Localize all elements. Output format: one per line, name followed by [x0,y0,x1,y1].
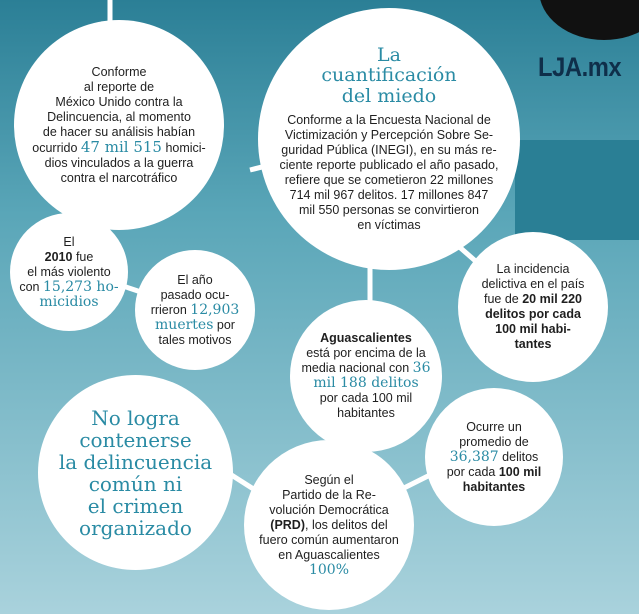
incidence-bubble [458,232,608,382]
text-line: por [213,317,235,332]
text-line: Partido de la Re- [282,487,376,502]
aguascalientes-bubble [290,300,442,452]
text-line: al reporte de [83,79,155,94]
text-line: tales motivos [158,332,232,347]
headline-line: común ni [88,471,183,496]
text-line: el más violento [27,264,111,279]
text-line: México Unido contra la [55,94,183,109]
crimes-number: mil 188 delitos [313,375,419,391]
report-bubble [14,20,224,230]
headline-bubble [38,375,233,570]
site-logo: LJA.mx [538,52,622,82]
state-name: Aguascalientes [320,331,412,345]
average-number: 36,387 [449,448,499,465]
headline-line: el crimen [87,493,184,518]
text-line: fue de [484,292,523,306]
section-title: La [377,44,401,66]
fear-bubble [258,8,520,270]
text-line: El [63,234,75,249]
text-line: promedio de [459,434,529,449]
text-line: contra el narcotráfico [60,170,178,185]
text-line: en Aguascalientes [278,547,380,562]
text-line: Según el [304,472,354,487]
year-2010-bubble [10,213,128,331]
text-line: en víctimas [357,218,421,232]
text-line: habitantes [337,406,395,420]
homicides-count: 15,273 ho- [43,278,119,295]
text-line: Conforme a la Encuesta Nacional de [287,113,491,127]
text-line: Conforme [91,64,147,79]
text-line: está por encima de la [306,346,426,360]
text-line: por cada [446,464,499,479]
increase-percent: 100% [308,561,349,578]
text-line: 100 mil habi- [495,322,571,336]
crimes-number: 36 [412,360,431,376]
section-title: cuantificación [321,64,457,86]
text-line: micidios [39,293,99,310]
text-line: habitantes [462,479,526,494]
text-line: pasado ocu- [160,287,230,302]
headline-line: la delincuencia [58,449,213,474]
headline-line: organizado [79,515,192,540]
text-line: El año [177,272,213,287]
text-line: tantes [514,337,552,351]
last-year-bubble [135,250,255,370]
headline-line: No logra [91,405,180,430]
text-line: con [19,279,43,294]
text-line: ciente reporte publicado el año pasado, [279,158,499,172]
text-line: ocurrido [32,140,81,155]
text-line: media nacional con [301,361,413,375]
text-line: delictiva en el país [481,277,585,291]
prd-bubble [244,440,414,610]
text-line: refiere que se cometieron 22 millones [284,173,494,187]
text-line: Delincuencia, al momento [47,109,191,124]
headline-line: contenerse [79,427,192,452]
average-bubble [425,388,563,526]
text-line: guridad Pública (INEGI), en su más re- [281,143,497,157]
deaths-count: 12,903 [190,301,240,318]
text-line: 100 mil [498,464,542,479]
text-line: Victimización y Percepción Sobre Se- [284,128,494,142]
party-name: (PRD) [270,517,305,532]
text-line: fue [72,249,94,264]
text-line: de hacer su análisis habían [42,124,196,139]
text-line: La incidencia [496,262,570,276]
text-line: mil 550 personas se convirtieron [299,203,479,217]
text-line: delitos [498,449,539,464]
text-line: volución Democrática [269,502,389,517]
text-line: , los delitos del [305,517,388,532]
text-line: fuero común aumentaron [259,532,399,547]
section-title: del miedo [341,85,437,107]
text-line: por cada 100 mil [319,391,413,405]
year-label: 2010 [44,249,73,264]
deaths-label: muertes [155,316,214,333]
text-line: rrieron [150,302,191,317]
text-line: homici- [161,140,206,155]
incidence-number: 20 mil 220 [522,292,582,306]
homicides-number: 47 mil 515 [80,137,162,156]
text-line: delitos por cada [485,307,581,321]
text-line: dios vinculados a la guerra [44,155,194,170]
text-line: Ocurre un [466,419,522,434]
text-line: 714 mil 967 delitos. 17 millones 847 [289,188,489,202]
